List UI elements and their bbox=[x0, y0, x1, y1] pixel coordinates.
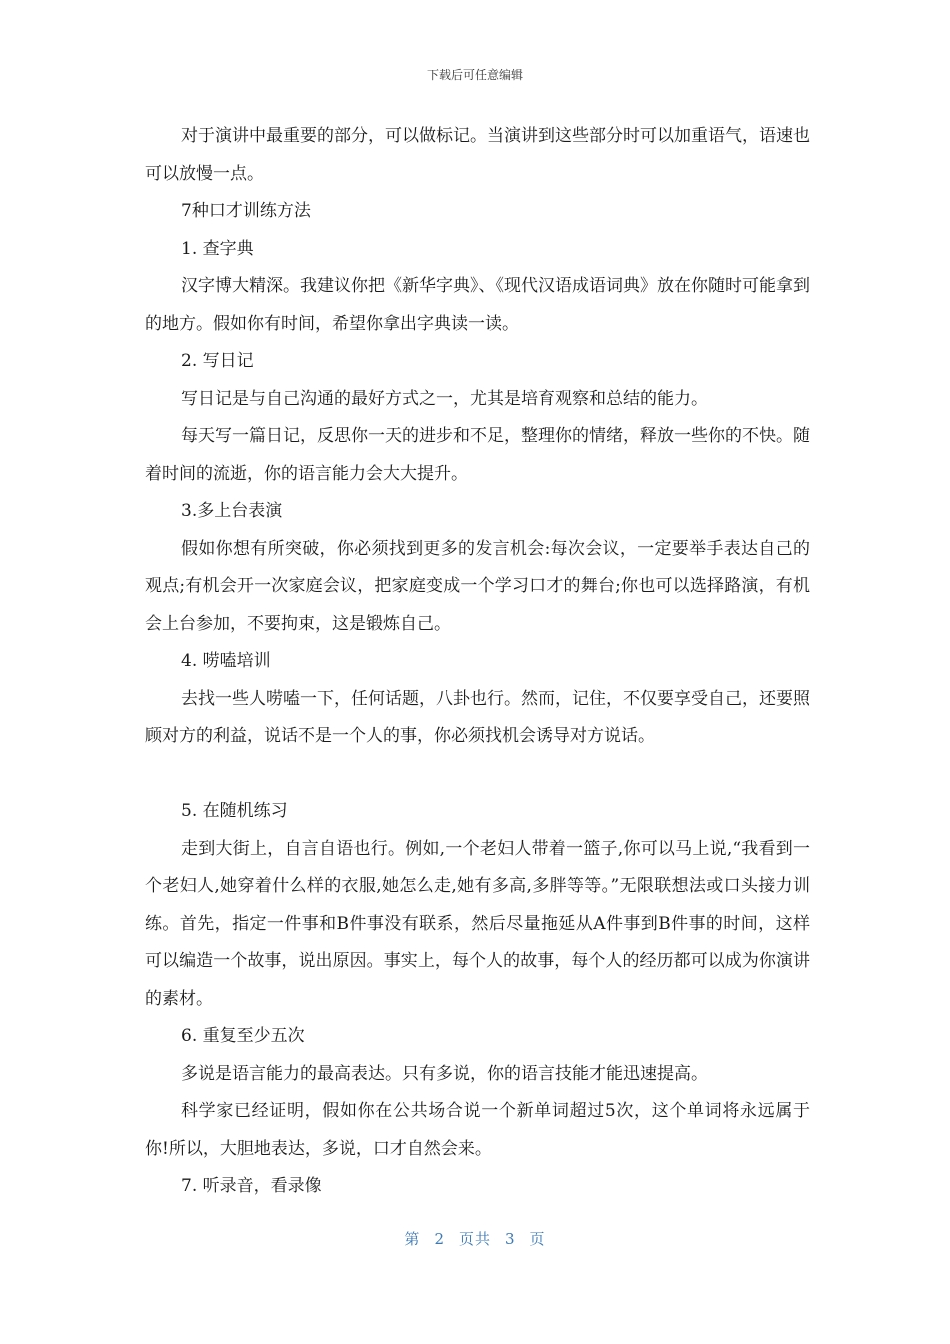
footer-middle: 页共 bbox=[458, 1230, 491, 1248]
heading-chat: 4. 唠嗑培训 bbox=[181, 651, 271, 671]
heading-diary: 2. 写日记 bbox=[181, 351, 254, 371]
blank-line bbox=[145, 756, 810, 794]
heading-listen: 7. 听录音，看录像 bbox=[181, 1176, 322, 1196]
section-title: 7种口才训练方法 bbox=[181, 201, 311, 221]
paragraph-repeat-2: 科学家已经证明，假如你在公共场合说一个新单词超过5次，这个单词将永远属于你!所以，大胆地表达，多说，口才自然会来。 bbox=[145, 1101, 810, 1159]
paragraph-random: 走到大街上，自言自语也行。例如,一个老妇人带着一篮子,你可以马上说,“我看到一个老妇人,她穿着什么样的衣服,她怎么走,她有多高,多胖等等。”无限联想法或口头接力训练。首先，指定一件事和B件事没有联系，然后尽量拖延从A件事到B件事的时间，这样可以编造一个故事，说出原因。事实上，每个人的故事，每个人的经历都可以成为你演讲的素材。 bbox=[145, 838, 810, 1009]
paragraph-marking: 对于演讲中最重要的部分，可以做标记。当演讲到这些部分时可以加重语气，语速也可以放慢一点。 bbox=[145, 126, 810, 184]
footer-prefix: 第 bbox=[404, 1230, 421, 1248]
paragraph-dictionary: 汉字博大精深。我建议你把《新华字典》、《现代汉语成语词典》放在你随时可能拿到的地方。假如你有时间，希望你拿出字典读一读。 bbox=[145, 276, 810, 334]
paragraph-diary-2: 每天写一篇日记，反思你一天的进步和不足，整理你的情绪，释放一些你的不快。随着时间的流逝，你的语言能力会大大提升。 bbox=[145, 426, 810, 484]
heading-repeat: 6. 重复至少五次 bbox=[181, 1026, 305, 1046]
document-body bbox=[145, 118, 810, 1206]
heading-stage: 3.多上台表演 bbox=[181, 501, 283, 521]
page-footer bbox=[0, 1228, 950, 1249]
paragraph-stage: 假如你想有所突破，你必须找到更多的发言机会:每次会议，一定要举手表达自己的观点;有机会开一次家庭会议，把家庭变成一个学习口才的舞台;你也可以选择路演，有机会上台参加，不要拘束，这是锻炼自己。 bbox=[145, 538, 810, 634]
footer-page-number: 2 bbox=[434, 1230, 445, 1248]
footer-total-pages: 3 bbox=[505, 1230, 516, 1248]
page-header: 下载后可任意编辑 bbox=[426, 68, 523, 82]
footer-suffix: 页 bbox=[529, 1230, 546, 1248]
paragraph-repeat-1: 多说是语言能力的最高表达。只有多说，你的语言技能才能迅速提高。 bbox=[181, 1063, 708, 1084]
heading-random: 5. 在随机练习 bbox=[181, 801, 288, 821]
paragraph-chat: 去找一些人唠嗑一下，任何话题，八卦也行。然而，记住，不仅要享受自己，还要照顾对方的利益，说话不是一个人的事，你必须找机会诱导对方说话。 bbox=[145, 688, 810, 746]
paragraph-diary-1: 写日记是与自己沟通的最好方式之一，尤其是培育观察和总结的能力。 bbox=[181, 388, 708, 409]
heading-dictionary: 1. 查字典 bbox=[181, 238, 254, 259]
